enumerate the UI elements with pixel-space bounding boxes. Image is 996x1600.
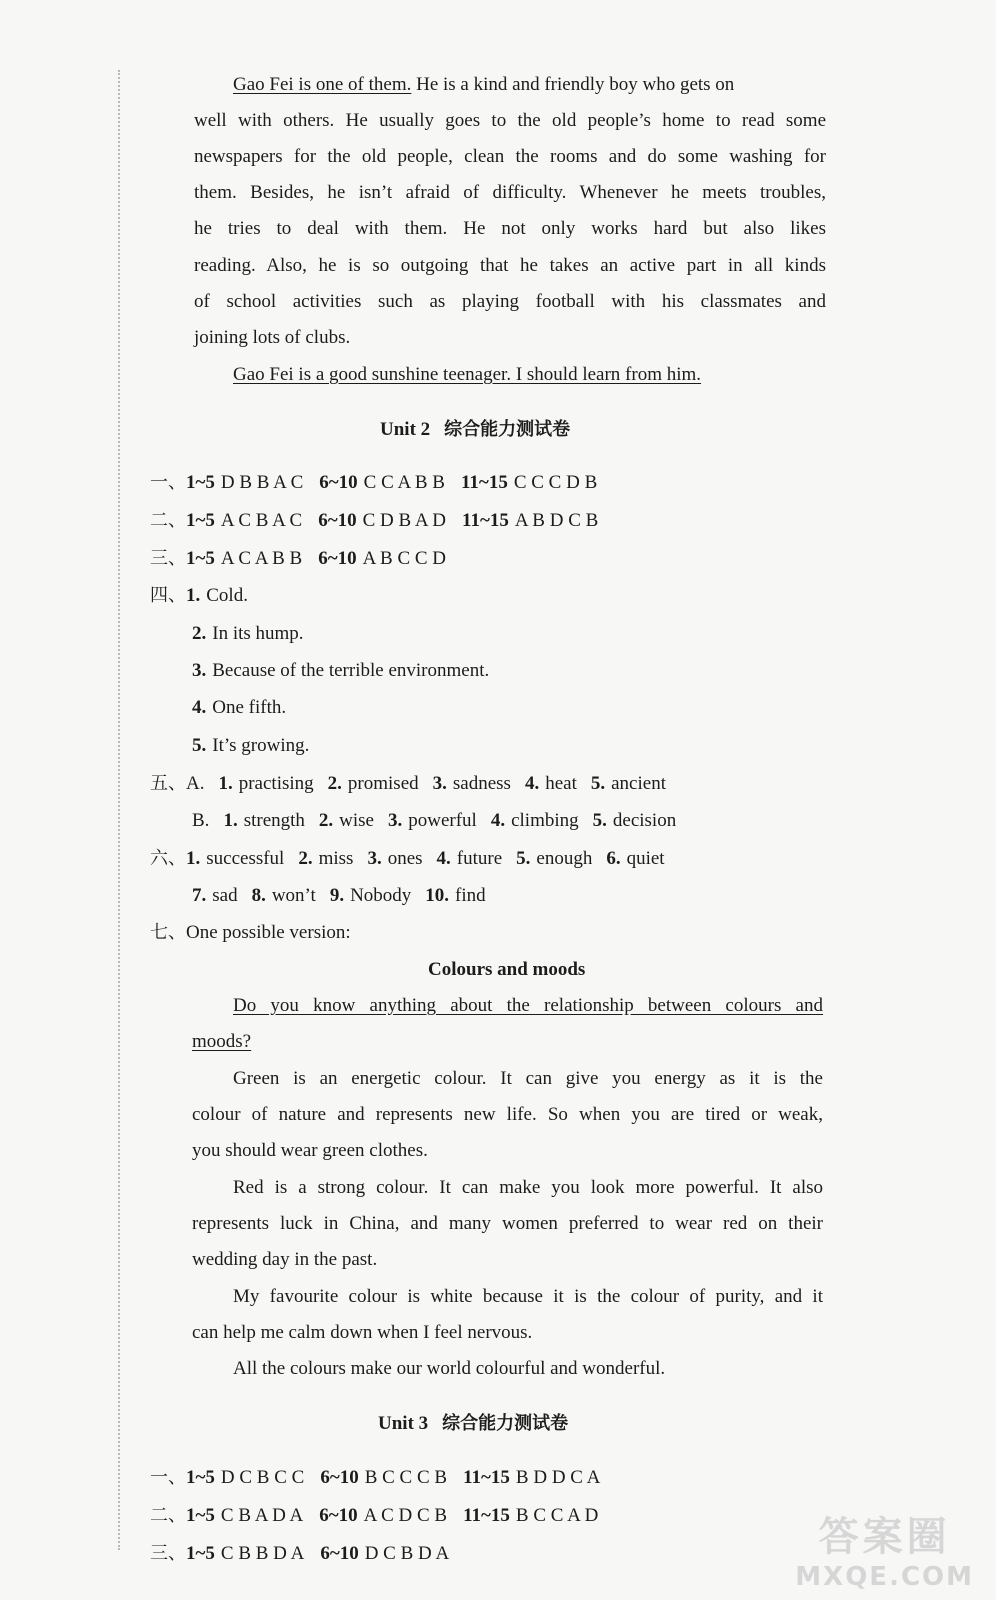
item-answer: Cold.: [206, 585, 248, 606]
item-answer: wise: [339, 810, 374, 831]
item-answer: strength: [243, 810, 305, 831]
answers: B C C C B: [364, 1467, 448, 1488]
item-answer: One fifth.: [212, 697, 287, 718]
item-number: 6.: [606, 848, 621, 869]
essay2-p2-line-2: represents luck in China, and many women preferred to wear red on their: [192, 1213, 823, 1234]
unit2-section-6-row-1: [150, 846, 679, 872]
watermark-logo-text: 答案圈: [818, 1514, 951, 1560]
item-number: 10.: [425, 885, 450, 906]
range: 11~15: [462, 510, 509, 531]
unit3-section-1: [150, 1465, 616, 1491]
watermark: [795, 1505, 974, 1592]
section-label: 二、: [150, 1505, 186, 1526]
essay2-p2-line-1: Red is a strong colour. It can make you look more powerful. It also: [233, 1177, 823, 1198]
answers: D B B A C: [220, 472, 304, 493]
item-number: 5.: [590, 773, 606, 794]
unit2-section-5-b: [192, 808, 690, 834]
range: 11~15: [460, 472, 508, 493]
item-number: 2.: [298, 848, 313, 869]
item-number: 4.: [524, 773, 540, 794]
essay2-p1-line-2: colour of nature and represents new life. So when you are tired or weak,: [192, 1104, 823, 1125]
range: 11~15: [463, 1467, 510, 1488]
item-number: 4.: [490, 810, 506, 831]
section-label: 三、: [150, 548, 186, 569]
item-answer: sad: [212, 885, 238, 906]
range: 6~10: [319, 1505, 358, 1526]
item-number: 7.: [192, 885, 207, 906]
essay1-line-7: of school activities such as playing football with his classmates and: [194, 291, 826, 312]
answers: B D D C A: [515, 1467, 601, 1488]
item-answer: It’s growing.: [212, 735, 310, 756]
range: 6~10: [318, 510, 357, 531]
essay1-line-2: well with others. He usually goes to the old people’s home to read some: [194, 110, 826, 131]
item-number: 5.: [592, 810, 607, 831]
essay1-line-1: [233, 72, 734, 98]
item-number: 3.: [367, 848, 382, 869]
range: 6~10: [318, 548, 357, 569]
item-number: 9.: [329, 885, 345, 906]
answers: A C D C B: [363, 1505, 448, 1526]
item-number: 3.: [387, 810, 403, 831]
essay2-p1-line-1: Green is an energetic colour. It can give you energy as it is the: [233, 1068, 823, 1089]
answers: A C A B B: [220, 548, 303, 569]
item-answer: climbing: [511, 810, 579, 831]
range: 6~10: [319, 472, 358, 493]
item-answer: decision: [612, 810, 677, 831]
range: 1~5: [186, 1543, 215, 1564]
unit2-section-4-item-2: [192, 621, 304, 647]
item-number: 4.: [436, 848, 451, 869]
item-answer: find: [455, 885, 486, 906]
item-number: 1.: [186, 848, 201, 869]
unit2-subtitle: 综合能力测试卷: [444, 419, 571, 440]
unit3-title: Unit 3: [378, 1413, 429, 1434]
unit3-heading: [378, 1411, 568, 1437]
range: 6~10: [320, 1467, 359, 1488]
unit3-section-2: [150, 1503, 614, 1529]
item-number: 5.: [516, 848, 531, 869]
essay1-line-4: them. Besides, he isn’t afraid of difficulty. Whenever he meets troubles,: [194, 182, 826, 203]
item-answer: practising: [238, 773, 314, 794]
essay2-intro-line-2: moods?: [192, 1031, 252, 1052]
item-answer: sadness: [452, 773, 511, 794]
answers: C B B D A: [220, 1543, 305, 1564]
item-number: 8.: [251, 885, 266, 906]
item-number: 3.: [192, 660, 207, 681]
answers: C C C D B: [513, 472, 598, 493]
answers: A B C C D: [362, 548, 447, 569]
answers: A C B A C: [220, 510, 303, 531]
item-number: 2.: [327, 773, 342, 794]
item-answer: promised: [347, 773, 419, 794]
section-label: 一、: [150, 1467, 186, 1488]
section-label: 三、: [150, 1543, 186, 1564]
answers: D C B D A: [364, 1543, 450, 1564]
unit2-section-2: [150, 508, 614, 534]
answers: B C C A D: [515, 1505, 599, 1526]
item-answer: quiet: [626, 848, 665, 869]
margin-dotted-line: [118, 70, 120, 1550]
item-answer: Nobody: [350, 885, 412, 906]
item-answer: In its hump.: [212, 623, 304, 644]
watermark-url: MXQE.COM: [795, 1562, 974, 1592]
item-answer: heat: [545, 773, 577, 794]
item-answer: future: [456, 848, 503, 869]
range: 1~5: [186, 1467, 215, 1488]
item-answer: won’t: [271, 885, 316, 906]
section-label: 二、: [150, 510, 186, 531]
section-label: 五、: [150, 773, 186, 794]
item-number: 1.: [223, 810, 238, 831]
section-label: 一、: [150, 472, 186, 493]
unit2-heading: [380, 417, 570, 443]
range: 11~15: [463, 1505, 510, 1526]
answers: A B D C B: [514, 510, 599, 531]
essay2-p1-line-3: you should wear green clothes.: [192, 1140, 428, 1161]
essay2-title: Colours and moods: [428, 959, 586, 980]
item-answer: Because of the terrible environment.: [212, 660, 490, 681]
section-label: 七、: [150, 922, 186, 943]
item-answer: miss: [318, 848, 354, 869]
item-number: 4.: [192, 697, 207, 718]
item-answer: ones: [387, 848, 423, 869]
answers: C D B A D: [362, 510, 447, 531]
part-label: B.: [192, 810, 210, 831]
range: 1~5: [186, 548, 215, 569]
essay1-line-1-rest: He is a kind and friendly boy who gets on: [416, 74, 735, 95]
range: 1~5: [186, 472, 215, 493]
unit2-section-3: [150, 546, 462, 572]
essay2-p3-line-1: My favourite colour is white because it is the colour of purity, and it: [233, 1286, 823, 1307]
essay2-p2-line-3: wedding day in the past.: [192, 1249, 378, 1270]
unit2-section-7: [150, 920, 351, 946]
essay1-line-3: newspapers for the old people, clean the rooms and do some washing for: [194, 146, 826, 167]
range: 6~10: [320, 1543, 359, 1564]
unit2-section-5-a: [150, 771, 680, 797]
essay1-underlined-opening: Gao Fei is one of them.: [233, 74, 412, 95]
answers: C B A D A: [220, 1505, 304, 1526]
item-number: 1.: [186, 585, 201, 606]
range: 1~5: [186, 1505, 215, 1526]
section-label: 六、: [150, 848, 186, 869]
item-answer: powerful: [408, 810, 477, 831]
item-number: 2.: [318, 810, 334, 831]
range: 1~5: [186, 510, 215, 531]
item-number: 3.: [432, 773, 447, 794]
item-answer: enough: [536, 848, 593, 869]
unit2-section-6-row-2: [192, 883, 500, 909]
item-number: 2.: [192, 623, 207, 644]
answers: C C A B B: [363, 472, 445, 493]
unit2-section-4-item-1: [150, 583, 248, 609]
essay1-line-5: he tries to deal with them. He not only works hard but also likes: [194, 218, 826, 239]
section-7-text: One possible version:: [186, 922, 351, 943]
essay2-p4-line-1: All the colours make our world colourful and wonderful.: [233, 1358, 666, 1379]
unit3-subtitle: 综合能力测试卷: [442, 1413, 569, 1434]
answers: D C B C C: [220, 1467, 305, 1488]
unit2-section-4-item-4: [192, 695, 286, 721]
essay2-p3-line-2: can help me calm down when I feel nervous.: [192, 1322, 533, 1343]
item-answer: successful: [206, 848, 285, 869]
essay1-line-8: joining lots of clubs.: [194, 327, 351, 348]
item-number: 1.: [218, 773, 233, 794]
section-label: 四、: [150, 585, 186, 606]
item-answer: ancient: [611, 773, 666, 794]
part-label: A.: [186, 773, 205, 794]
unit2-section-4-item-5: [192, 733, 309, 759]
unit2-section-4-item-3: [192, 658, 489, 684]
item-number: 5.: [192, 735, 207, 756]
unit2-title: Unit 2: [380, 419, 431, 440]
unit3-section-3: [150, 1541, 465, 1567]
essay1-line-6: reading. Also, he is so outgoing that he takes an active part in all kinds: [194, 255, 826, 276]
essay2-intro-line-1: Do you know anything about the relationship between colours and: [233, 995, 823, 1016]
essay1-conclusion: Gao Fei is a good sunshine teenager. I should learn from him.: [233, 364, 702, 385]
unit2-section-1: [150, 470, 613, 496]
